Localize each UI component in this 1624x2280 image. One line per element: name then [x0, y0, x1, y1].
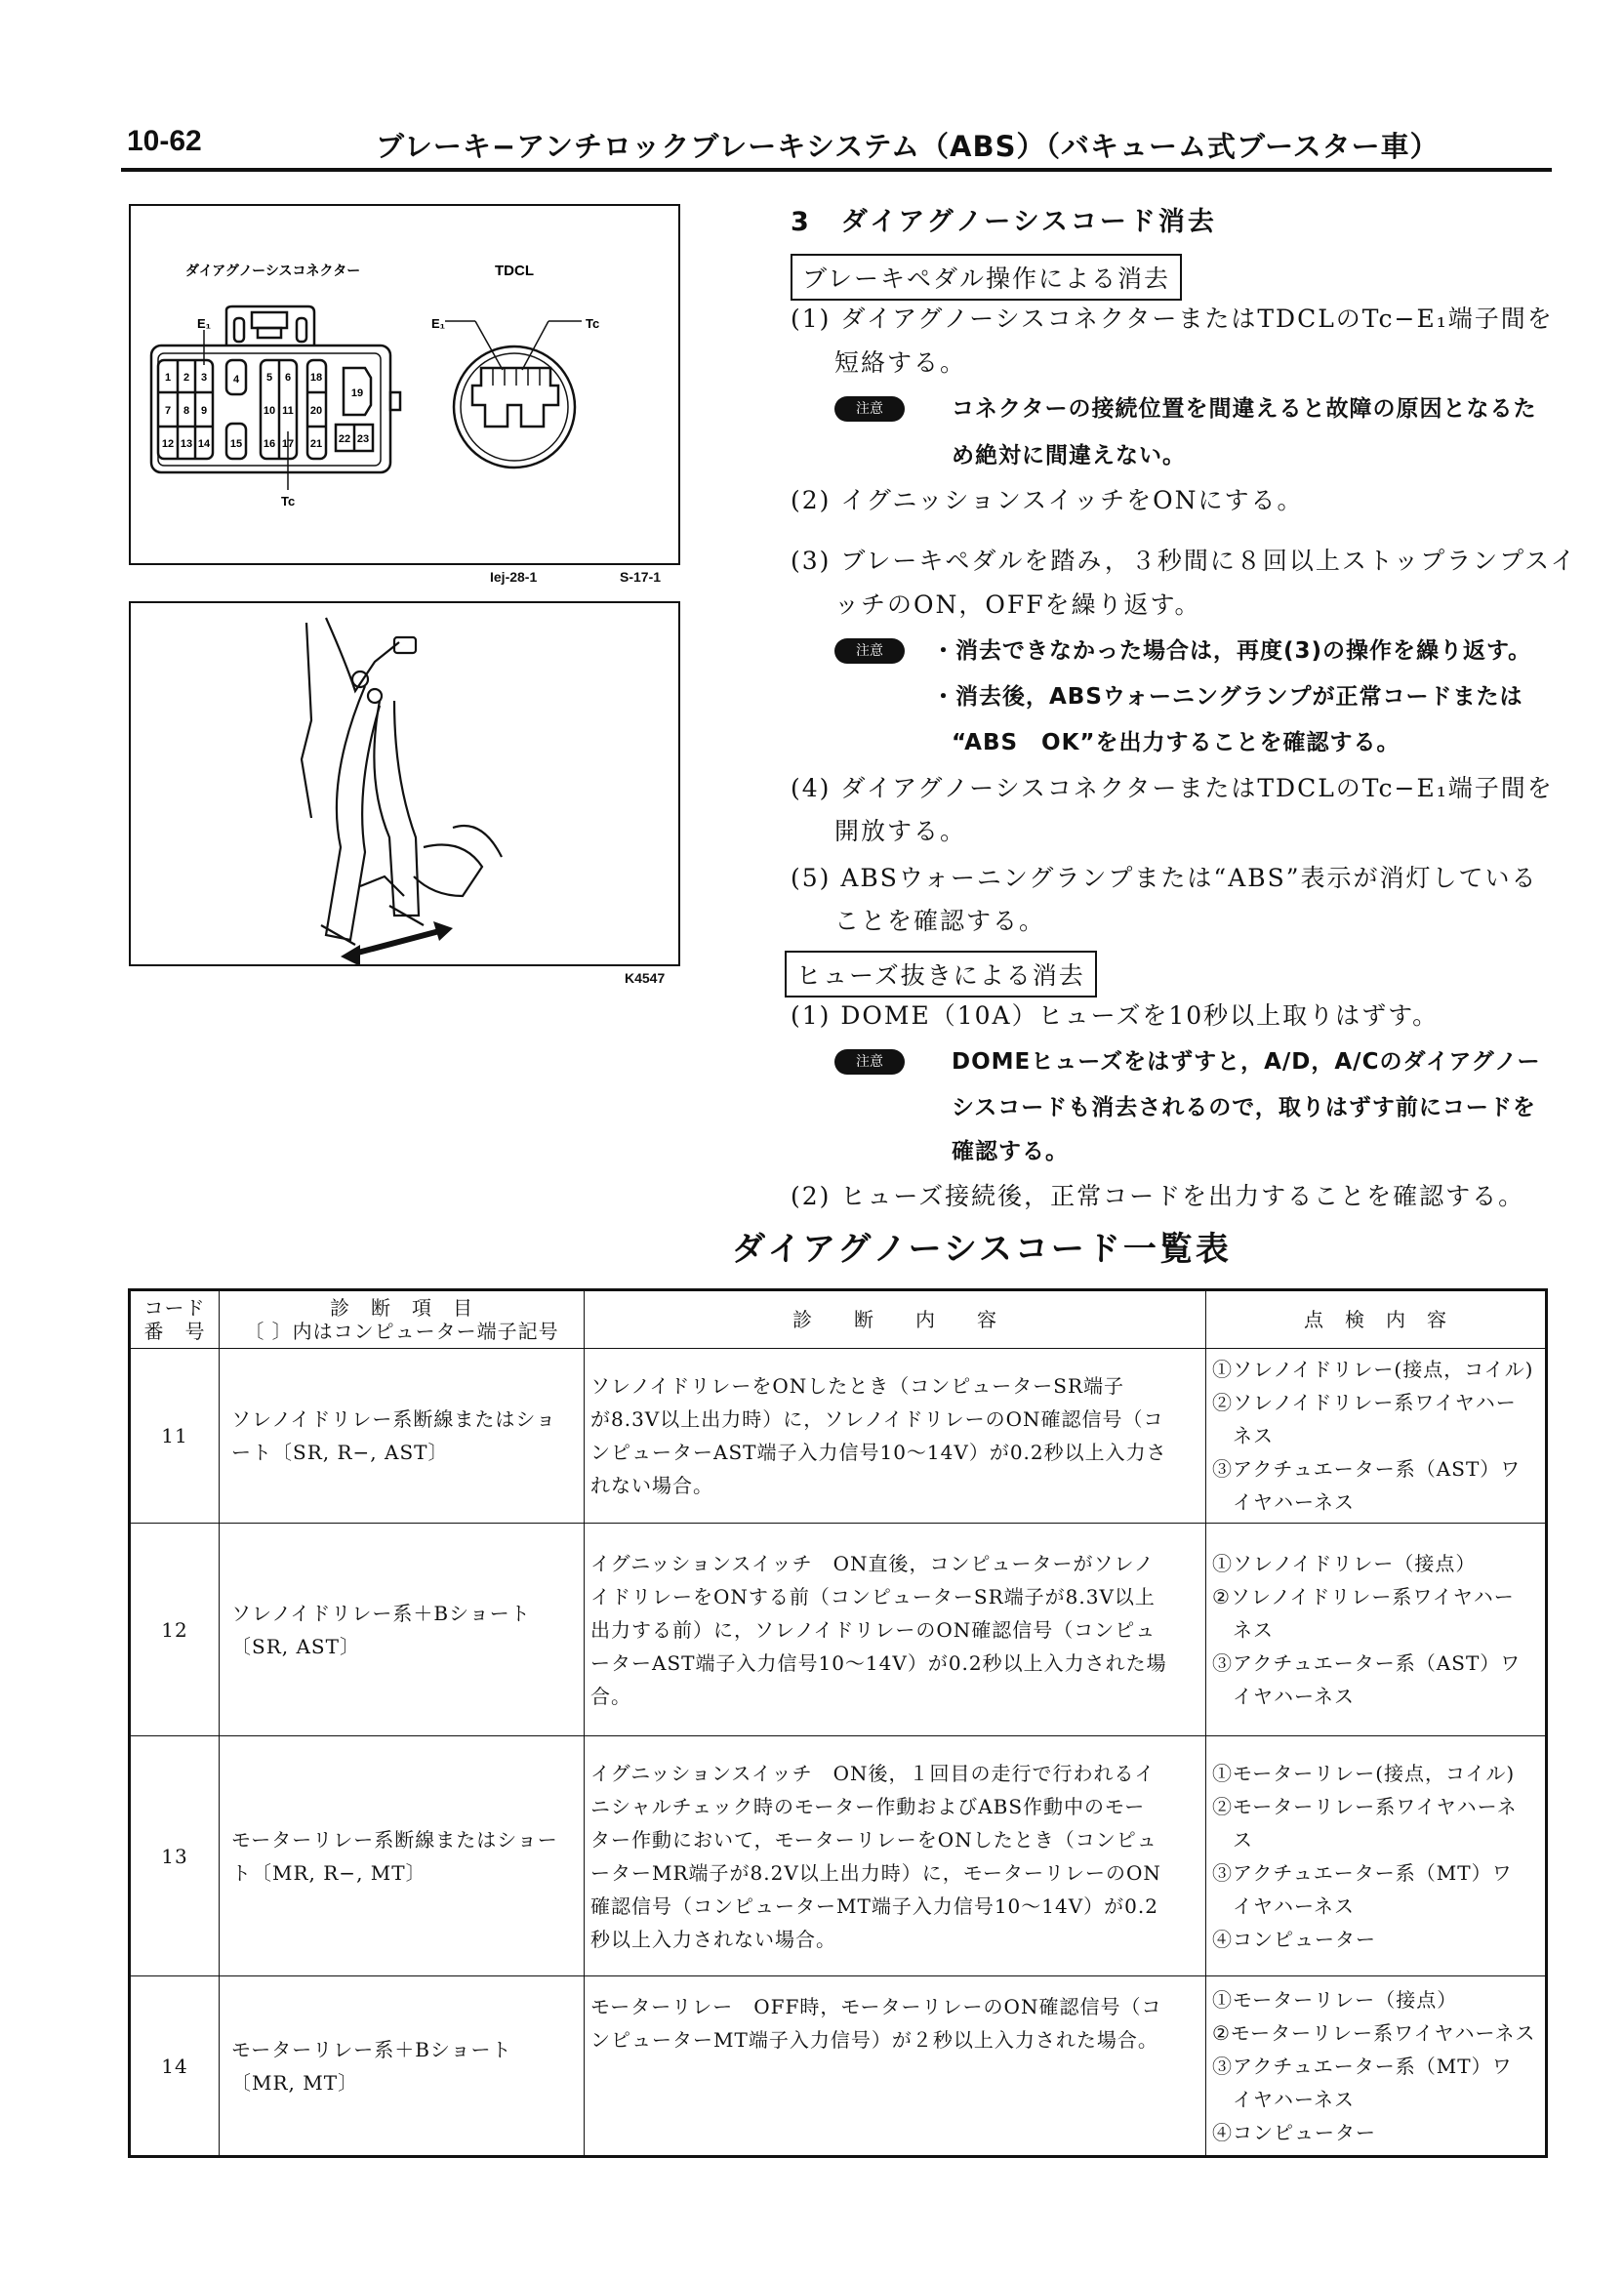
pin-4: 4: [232, 374, 240, 386]
pin-9: 9: [200, 405, 208, 417]
step-3: (3) ブレーキペダルを踏み，３秒間に８回以上ストップランプスイ: [791, 547, 1577, 575]
item-cell: ソレノイドリレー系＋Bショート 〔SR, AST〕: [220, 1524, 585, 1736]
step-3-cont: ッチのON，OFFを繰り返す。: [834, 590, 1201, 619]
pin-12: 12: [161, 438, 175, 450]
check-cell: ①モーターリレー(接点，コイル) ②モーターリレー系ワイヤハーネ ス ③アクチュエーター系（MT）ワ イヤハーネス ④コンピューター: [1206, 1736, 1547, 1976]
detail-cell: モーターリレー OFF時，モーターリレーのON確認信号（コ ンピューターMT端子入力信号）が２秒以上入力された場合。: [585, 1976, 1206, 2157]
step-4: (4) ダイアグノーシスコネクターまたはTDCLのTc−E₁端子間を: [791, 774, 1554, 802]
pin-10: 10: [263, 405, 276, 417]
pin-23: 23: [356, 433, 370, 445]
table-row: [130, 1349, 1547, 1524]
step-1-cont: 短絡する。: [834, 348, 967, 377]
tdcl-tc-label: Tc: [586, 316, 600, 331]
caution-text-1-cont: め絶対に間違えない。: [952, 443, 1186, 468]
step-1: (1) ダイアグノーシスコネクターまたはTDCLのTc−E₁端子間を: [791, 305, 1554, 333]
step-5-cont: ことを確認する。: [834, 907, 1046, 935]
check-cell: ①ソレノイドリレー（接点） ②ソレノイドリレー系ワイヤハー ネス ③アクチュエーター系（AST）ワ イヤハーネス: [1206, 1524, 1547, 1736]
e1-label: E₁: [197, 316, 212, 331]
pin-6: 6: [284, 372, 292, 384]
pin-2: 2: [183, 372, 190, 384]
detail-cell: ソレノイドリレーをONしたとき（コンピューターSR端子 が8.3V以上出力時）に，ソレノイドリレーのON確認信号（コ ンピューターAST端子入力信号10〜14V）が0.2秒以上入力さ れない場合。: [585, 1349, 1206, 1524]
item-cell: モーターリレー系＋Bショート 〔MR, MT〕: [220, 1976, 585, 2157]
fuse-step-1: (1) DOME（10A）ヒューズを10秒以上取りはずす。: [791, 1001, 1440, 1030]
tdcl-label: TDCL: [495, 263, 534, 279]
code-cell: 14: [130, 1976, 220, 2157]
table-row: [130, 1736, 1547, 1976]
item-cell: モーターリレー系断線またはショー ト〔MR, R−, MT〕: [220, 1736, 585, 1976]
diagnosis-code-table: [128, 1288, 1548, 2158]
pin-labels: [162, 372, 369, 450]
section-title: 3 ダイアグノーシスコード消去: [791, 207, 1217, 237]
brake-pedal-illustration: [131, 603, 678, 964]
step-4-cont: 開放する。: [834, 817, 967, 845]
detail-cell: イグニッションスイッチ ON直後，コンピューターがソレノ イドリレーをONする前（コンピューターSR端子が8.3V以上 出力する前）に，ソレノイドリレーのON確認信号（コンピュ ーターAST端子入力信号10〜14V）が0.2秒以上入力された場 合。: [585, 1524, 1206, 1736]
fuse-caution-text-end: 確認する。: [952, 1139, 1069, 1164]
step-2: (2) イグニッションスイッチをONにする。: [791, 486, 1304, 514]
caution-badge: 注意: [834, 396, 905, 422]
table-row: [130, 1976, 1547, 2157]
header-item: 診 断 項 目 〔 〕内はコンピューター端子記号: [220, 1290, 585, 1349]
tdcl-connector: [445, 321, 582, 468]
figure1-caption-right: S-17-1: [620, 569, 662, 585]
check-cell: ①ソレノイドリレー(接点，コイル) ②ソレノイドリレー系ワイヤハー ネス ③アクチュエーター系（AST）ワ イヤハーネス: [1206, 1349, 1547, 1524]
header-detail: 診 断 内 容: [585, 1290, 1206, 1349]
pin-22: 22: [338, 433, 351, 445]
code-cell: 13: [130, 1736, 220, 1976]
pin-20: 20: [309, 405, 323, 417]
step-5: (5) ABSウォーニングランプまたは“ABS”表示が消灯している: [791, 864, 1538, 892]
caution-text-3: ・消去後，ABSウォーニングランプが正常コードまたは: [932, 684, 1523, 710]
header-check: 点 検 内 容: [1206, 1290, 1547, 1349]
fuse-caution-text: DOMEヒューズをはずすと，A/D，A/Cのダイアグノー: [952, 1049, 1541, 1075]
pin-21: 21: [309, 438, 323, 450]
header-code: コード 番 号: [130, 1290, 220, 1349]
header-rule: [121, 168, 1552, 172]
item-cell: ソレノイドリレー系断線またはショ ート〔SR, R−, AST〕: [220, 1349, 585, 1524]
detail-cell: イグニッションスイッチ ON後，１回目の走行で行われるイ ニシャルチェック時のモーター作動およびABS作動中のモー ター作動において，モーターリレーをONしたとき（コンピュ ーターMR端子が8.2V以上出力時）に，モーターリレーのON 確認信号（コンピューターMT端子入力信号10〜14V）が0.2 秒以上入力されない場合。: [585, 1736, 1206, 1976]
pin-1: 1: [164, 372, 172, 384]
tc-label: Tc: [281, 494, 296, 509]
fuse-caution-text-cont: シスコードも消去されるので，取りはずす前にコードを: [952, 1095, 1536, 1120]
check-cell: ①モーターリレー（接点） ②モーターリレー系ワイヤハーネス ③アクチュエーター系（MT）ワ イヤハーネス ④コンピューター: [1206, 1976, 1547, 2157]
fuse-method-heading: ヒューズ抜きによる消去: [785, 951, 1097, 998]
pin-17: 17: [281, 438, 295, 450]
brake-pedal-figure: [129, 601, 680, 966]
connector-figure: [129, 204, 680, 565]
pin-5: 5: [265, 372, 273, 384]
tdcl-e1-label: E₁: [431, 316, 446, 331]
pin-13: 13: [180, 438, 193, 450]
table-title: ダイアグノーシスコード一覧表: [732, 1230, 1232, 1269]
caution-text-3-cont: “ABS OK”を出力することを確認する。: [952, 730, 1401, 755]
figure2-caption: K4547: [625, 970, 666, 986]
connector-label: ダイアグノーシスコネクター: [185, 263, 361, 278]
caution-text-2: ・消去できなかった場合は，再度(3)の操作を繰り返す。: [932, 638, 1532, 664]
caution-badge: 注意: [834, 638, 905, 664]
caution-badge: 注意: [834, 1049, 905, 1075]
connector-diagram: [131, 206, 678, 563]
pin-7: 7: [164, 405, 172, 417]
pin-19: 19: [350, 387, 364, 399]
page-number: 10-62: [127, 125, 202, 157]
code-cell: 12: [130, 1524, 220, 1736]
fuse-step-2: (2) ヒューズ接続後，正常コードを出力することを確認する。: [791, 1182, 1525, 1210]
page-title: ブレーキ−アンチロックブレーキシステム（ABS）（バキューム式ブースター車）: [376, 130, 1440, 163]
pin-16: 16: [263, 438, 276, 450]
table-row: [130, 1524, 1547, 1736]
caution-text-1: コネクターの接続位置を間違えると故障の原因となるた: [952, 396, 1537, 422]
pin-15: 15: [229, 438, 243, 450]
pin-3: 3: [200, 372, 208, 384]
figure1-caption-left: Iej-28-1: [490, 569, 538, 585]
pin-8: 8: [183, 405, 190, 417]
table-header-row: [130, 1290, 1547, 1349]
pin-18: 18: [309, 372, 323, 384]
brake-pedal-method-heading: ブレーキペダル操作による消去: [791, 254, 1182, 301]
pin-14: 14: [197, 438, 211, 450]
pin-11: 11: [282, 405, 294, 417]
code-cell: 11: [130, 1349, 220, 1524]
